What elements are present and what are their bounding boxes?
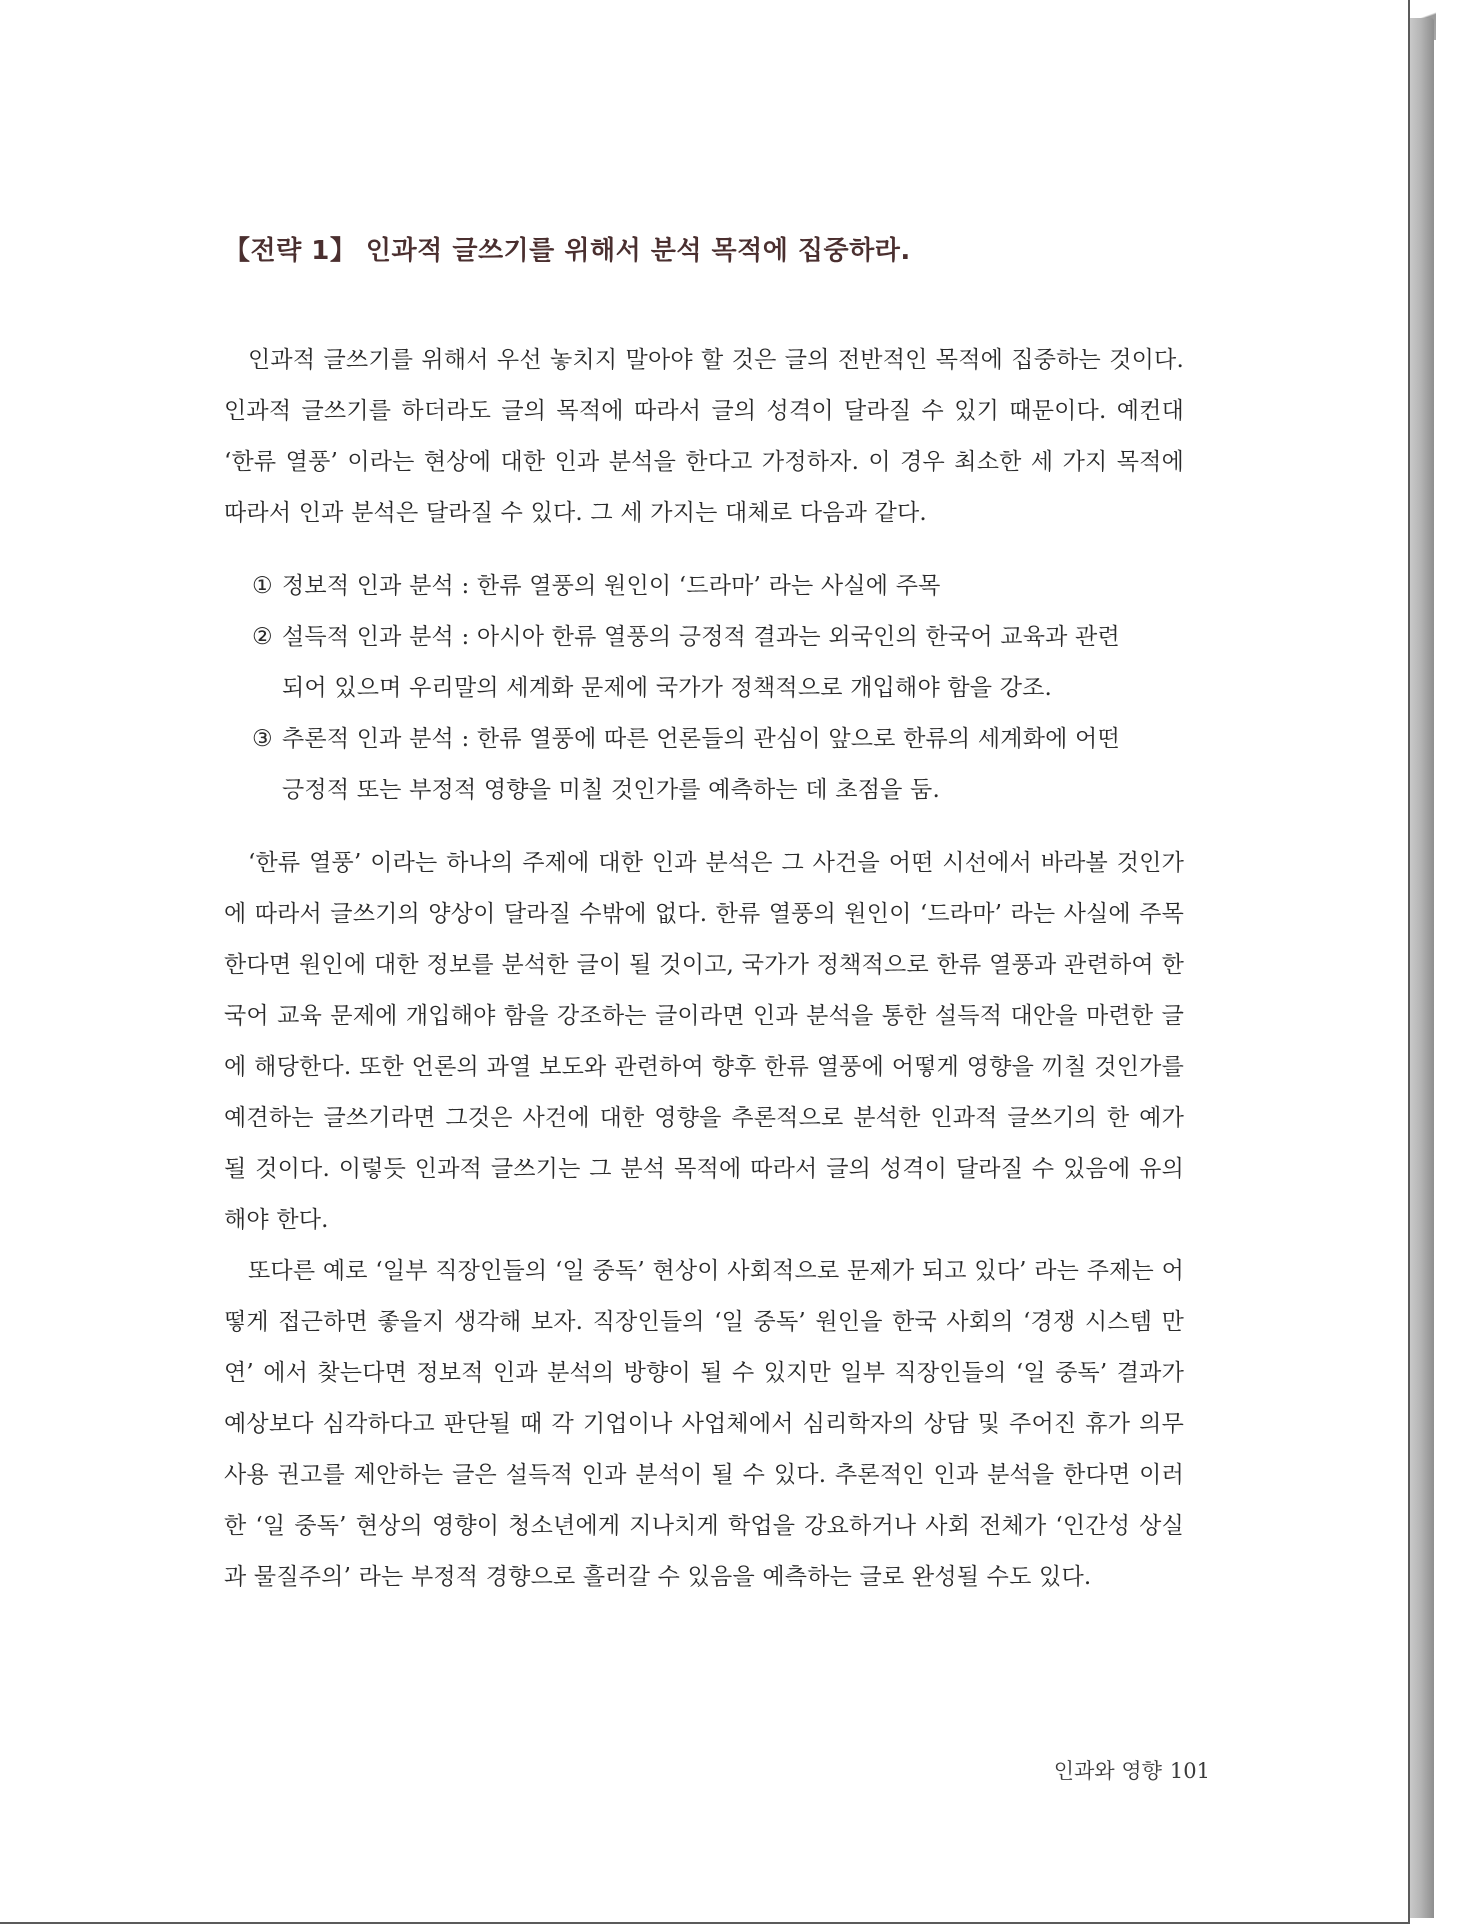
section-heading: 【전략 1】 인과적 글쓰기를 위해서 분석 목적에 집중하라. <box>224 236 911 266</box>
list-item-continuation: 되어 있으며 우리말의 세계화 문제에 국가가 정책적으로 개입해야 함을 강조. <box>282 675 1053 701</box>
paragraph-intro: 인과적 글쓰기를 위해서 우선 놓치지 말아야 할 것은 글의 전반적인 목적에 집중하는 것이다. 인과적 글쓰기를 하더라도 글의 목적에 따라서 글의 성격이 달라질 수 있기 때문이다. 예컨대 ‘한류 열풍’ 이라는 현상에 대한 인과 분석을 한다고 가정하자. 이 경우 최소한 세 가지 목적에 따라서 인과 분석은 달라질 수 있다. 그 세 가지는 대체로 다음과 같다. <box>224 347 1184 526</box>
list-item-text: 설득적 인과 분석 : 아시아 한류 열풍의 긍정적 결과는 외국인의 한국어 교육과 관련 <box>282 624 1120 650</box>
list-marker: ③ <box>252 726 273 752</box>
list-item-continuation: 긍정적 또는 부정적 영향을 미칠 것인가를 예측하는 데 초점을 둠. <box>282 777 940 803</box>
list-item <box>252 561 1184 612</box>
list-item <box>252 714 1184 816</box>
paragraph-example: 또다른 예로 ‘일부 직장인들의 ‘일 중독’ 현상이 사회적으로 문제가 되고 있다’ 라는 주제는 어떻게 접근하면 좋을지 생각해 보자. 직장인들의 ‘일 중독’ 원인을 한국 사회의 ‘경쟁 시스템 만연’ 에서 찾는다면 정보적 인과 분석의 방향이 될 수 있지만 일부 직장인들의 ‘일 중독’ 결과가 예상보다 심각하다고 판단될 때 각 기업이나 사업체에서 심리학자의 상담 및 주어진 휴가 의무 사용 권고를 제안하는 글은 설득적 인과 분석이 될 수 있다. 추론적인 인과 분석을 한다면 이러한 ‘일 중독’ 현상의 영향이 청소년에게 지나치게 학업을 강요하거나 사회 전체가 ‘인간성 상실과 물질주의’ 라는 부정적 경향으로 흘러갈 수 있음을 예측하는 글로 완성될 수도 있다. <box>224 1258 1184 1590</box>
list-item-text: 정보적 인과 분석 : 한류 열풍의 원인이 ‘드라마’ 라는 사실에 주목 <box>282 573 941 599</box>
list-item <box>252 612 1184 714</box>
page-footer <box>1030 1755 1210 1785</box>
page-content <box>224 230 1184 1603</box>
running-footer-section: 인과와 영향 <box>1053 1759 1162 1783</box>
list-marker: ② <box>252 624 273 650</box>
list-item-text: 추론적 인과 분석 : 한류 열풍에 따른 언론들의 관심이 앞으로 한류의 세계화에 어떤 <box>282 726 1120 752</box>
paragraph-analysis: ‘한류 열풍’ 이라는 하나의 주제에 대한 인과 분석은 그 사건을 어떤 시선에서 바라볼 것인가에 따라서 글쓰기의 양상이 달라질 수밖에 없다. 한류 열풍의 원인이 ‘드라마’ 라는 사실에 주목한다면 원인에 대한 정보를 분석한 글이 될 것이고, 국가가 정책적으로 한류 열풍과 관련하여 한국어 교육 문제에 개입해야 함을 강조하는 글이라면 인과 분석을 통한 설득적 대안을 마련한 글에 해당한다. 또한 언론의 과열 보도와 관련하여 향후 한류 열풍에 어떻게 영향을 끼칠 것인가를 예견하는 글쓰기라면 그것은 사건에 대한 영향을 추론적으로 분석한 인과적 글쓰기의 한 예가 될 것이다. 이렇듯 인과적 글쓰기는 그 분석 목적에 따라서 글의 성격이 달라질 수 있음에 유의해야 한다. <box>224 850 1184 1233</box>
list-marker: ① <box>252 573 273 599</box>
purpose-list <box>252 561 1184 816</box>
page-number: 101 <box>1169 1759 1210 1783</box>
